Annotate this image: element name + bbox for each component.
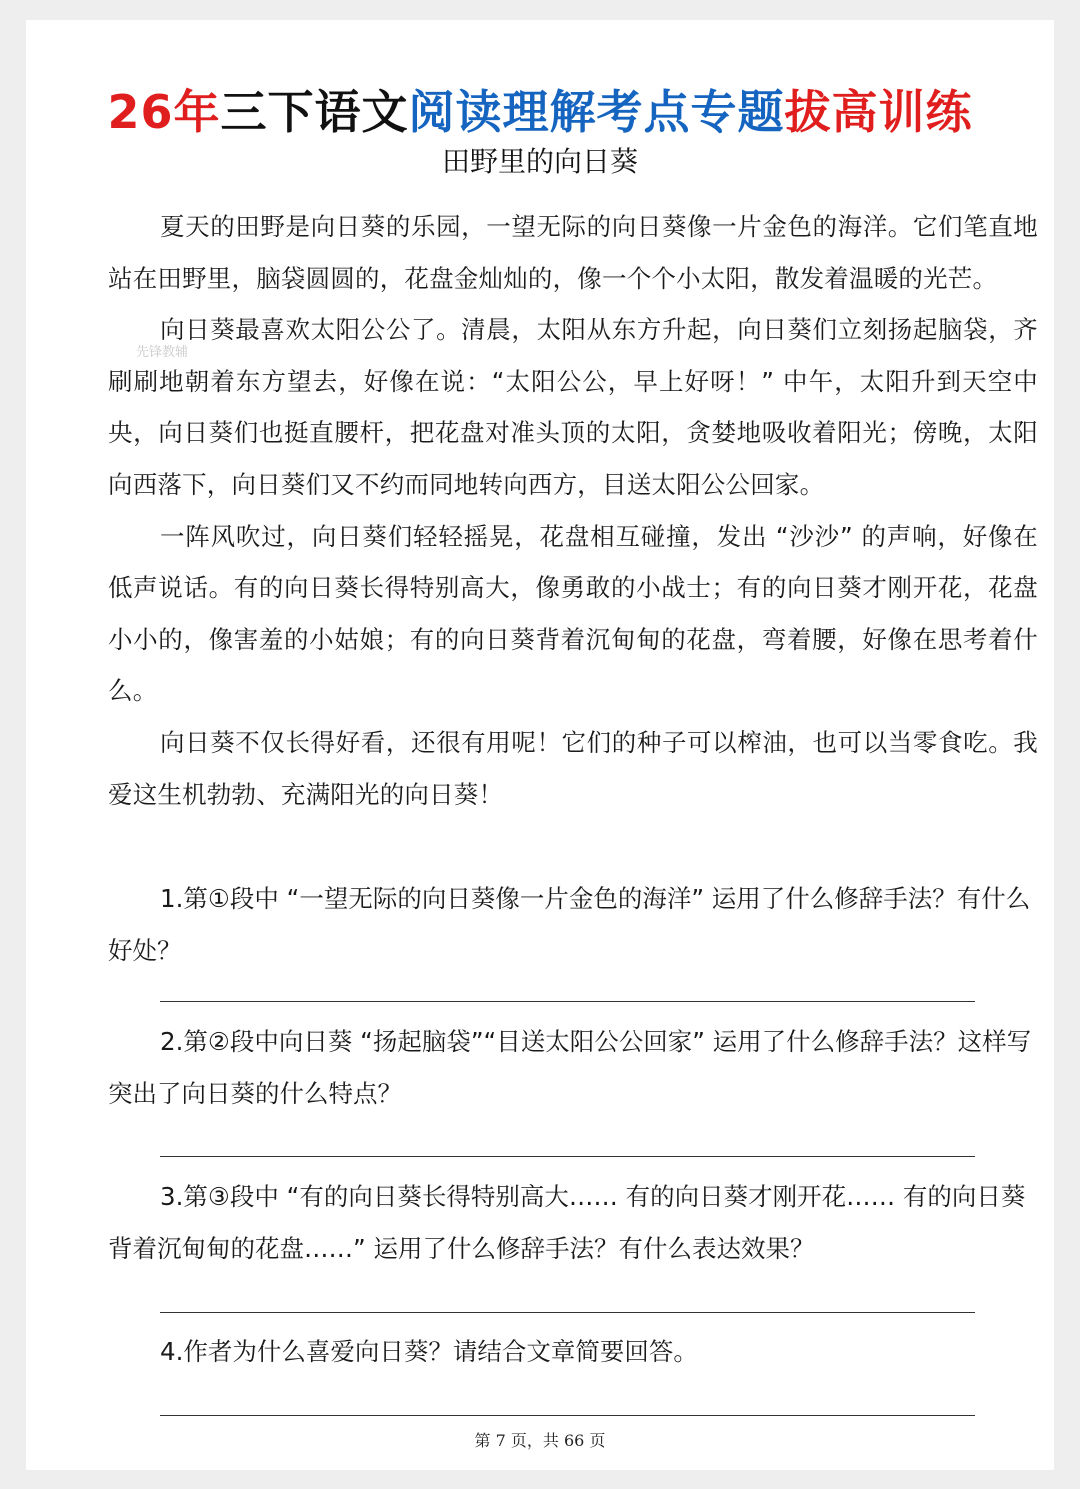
answer-line-3[interactable] bbox=[160, 1312, 975, 1313]
question-4: 4.作者为什么喜爱向日葵？请结合文章简要回答。 bbox=[160, 1337, 698, 1366]
title-segment-year: 26年 bbox=[107, 85, 221, 139]
title-segment-training: 拔高训练 bbox=[784, 85, 973, 139]
answer-line-1[interactable] bbox=[160, 1001, 975, 1002]
question-3: 3.第③段中 “有的向日葵长得特别高大…… 有的向日葵才刚开花…… 有的向日葵背着沉甸甸的花盘……” 运用了什么修辞手法？有什么表达效果？ bbox=[108, 1182, 1026, 1263]
title-segment-topic: 阅读理解考点专题 bbox=[408, 85, 785, 139]
document-page bbox=[26, 20, 1054, 1470]
page-title bbox=[26, 84, 1054, 140]
paragraph-2: 向日葵最喜欢太阳公公了。清晨，太阳从东方升起，向日葵们立刻扬起脑袋，齐刷刷地朝着东方望去，好像在说：“太阳公公，早上好呀！” 中午，太阳升到天空中央，向日葵们也挺直腰杆，把花盘对准头顶的太阳，贪婪地吸收着阳光；傍晚，太阳向西落下，向日葵们又不约而同地转向西方，目送太阳公公回家。 bbox=[108, 315, 1038, 499]
answer-line-4[interactable] bbox=[160, 1415, 975, 1416]
answer-line-2[interactable] bbox=[160, 1156, 975, 1157]
paragraph-3: 一阵风吹过，向日葵们轻轻摇晃，花盘相互碰撞，发出 “沙沙” 的声响，好像在低声说话。有的向日葵长得特别高大，像勇敢的小战士；有的向日葵才刚开花，花盘小小的，像害羞的小姑娘；有的向日葵背着沉甸甸的花盘，弯着腰，好像在思考着什么。 bbox=[108, 521, 1038, 706]
watermark: 先锋教辅 bbox=[136, 345, 189, 360]
paragraph-1: 夏天的田野是向日葵的乐园，一望无际的向日葵像一片金色的海洋。它们笔直地站在田野里，脑袋圆圆的，花盘金灿灿的，像一个个小太阳，散发着温暖的光芒。 bbox=[108, 212, 1038, 293]
paragraph-4: 向日葵不仅长得好看，还很有用呢！它们的种子可以榨油，也可以当零食吃。我爱这生机勃勃、充满阳光的向日葵！ bbox=[108, 727, 1038, 809]
page-number: 第 7 页，共 66 页 bbox=[474, 1431, 606, 1450]
article-body bbox=[108, 201, 1038, 820]
article-title: 田野里的向日葵 bbox=[441, 145, 638, 178]
title-segment-grade: 三下语文 bbox=[220, 85, 409, 139]
question-1: 1.第①段中 “一望无际的向日葵像一片金色的海洋” 运用了什么修辞手法？有什么好处？ bbox=[108, 884, 1031, 965]
question-2: 2.第②段中向日葵 “扬起脑袋”“目送太阳公公回家” 运用了什么修辞手法？这样写突出了向日葵的什么特点？ bbox=[108, 1027, 1032, 1108]
